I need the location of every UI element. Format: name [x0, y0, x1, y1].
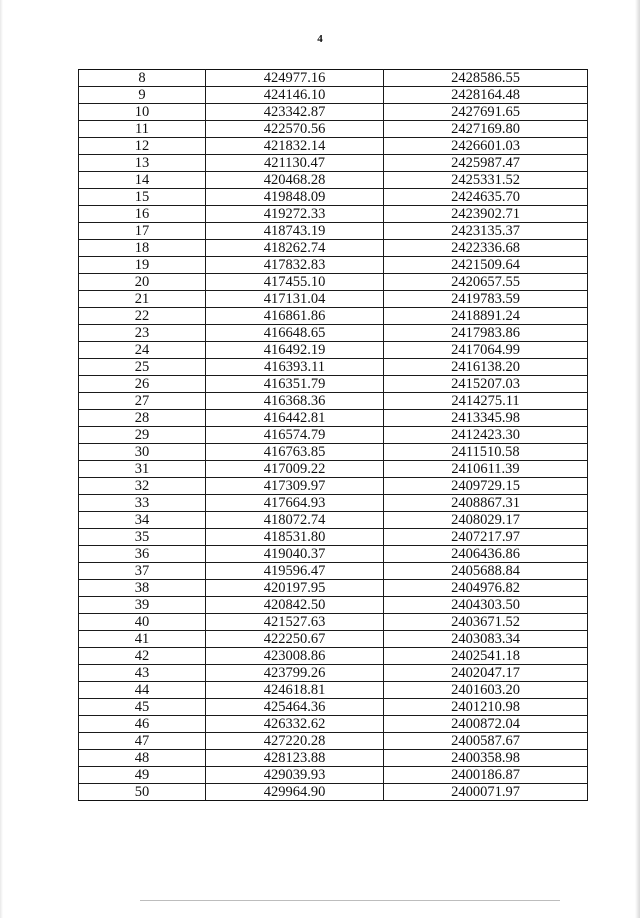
x-coordinate-cell: 418262.74: [206, 240, 384, 257]
point-number-cell: 46: [79, 716, 206, 733]
x-coordinate-cell: 416648.65: [206, 325, 384, 342]
y-coordinate-cell: 2401603.20: [384, 682, 588, 699]
table-row: [79, 478, 588, 495]
x-coordinate-cell: 419848.09: [206, 189, 384, 206]
table-row: [79, 546, 588, 563]
x-coordinate-cell: 424618.81: [206, 682, 384, 699]
table-row: [79, 648, 588, 665]
table-row: [79, 206, 588, 223]
y-coordinate-cell: 2408867.31: [384, 495, 588, 512]
y-coordinate-cell: 2428586.55: [384, 70, 588, 87]
y-coordinate-cell: 2401210.98: [384, 699, 588, 716]
point-number-cell: 11: [79, 121, 206, 138]
y-coordinate-cell: 2400186.87: [384, 767, 588, 784]
table-row: [79, 393, 588, 410]
coordinates-table: [78, 69, 588, 801]
scan-edge-right: [635, 0, 640, 918]
y-coordinate-cell: 2400872.04: [384, 716, 588, 733]
table-row: [79, 138, 588, 155]
y-coordinate-cell: 2428164.48: [384, 87, 588, 104]
table-row: [79, 716, 588, 733]
x-coordinate-cell: 417309.97: [206, 478, 384, 495]
x-coordinate-cell: 420468.28: [206, 172, 384, 189]
x-coordinate-cell: 416442.81: [206, 410, 384, 427]
table-row: [79, 291, 588, 308]
y-coordinate-cell: 2410611.39: [384, 461, 588, 478]
y-coordinate-cell: 2425987.47: [384, 155, 588, 172]
table-row: [79, 104, 588, 121]
table-row: [79, 121, 588, 138]
y-coordinate-cell: 2415207.03: [384, 376, 588, 393]
y-coordinate-cell: 2424635.70: [384, 189, 588, 206]
table-row: [79, 240, 588, 257]
point-number-cell: 16: [79, 206, 206, 223]
bottom-rule: [140, 900, 560, 901]
table-row: [79, 172, 588, 189]
table-row: [79, 155, 588, 172]
point-number-cell: 36: [79, 546, 206, 563]
page-number: 4: [317, 33, 323, 45]
point-number-cell: 43: [79, 665, 206, 682]
x-coordinate-cell: 416393.11: [206, 359, 384, 376]
y-coordinate-cell: 2421509.64: [384, 257, 588, 274]
y-coordinate-cell: 2422336.68: [384, 240, 588, 257]
point-number-cell: 10: [79, 104, 206, 121]
x-coordinate-cell: 418072.74: [206, 512, 384, 529]
table-row: [79, 274, 588, 291]
point-number-cell: 33: [79, 495, 206, 512]
point-number-cell: 9: [79, 87, 206, 104]
y-coordinate-cell: 2412423.30: [384, 427, 588, 444]
point-number-cell: 39: [79, 597, 206, 614]
x-coordinate-cell: 417832.83: [206, 257, 384, 274]
x-coordinate-cell: 425464.36: [206, 699, 384, 716]
x-coordinate-cell: 420842.50: [206, 597, 384, 614]
y-coordinate-cell: 2404303.50: [384, 597, 588, 614]
x-coordinate-cell: 426332.62: [206, 716, 384, 733]
y-coordinate-cell: 2400587.67: [384, 733, 588, 750]
y-coordinate-cell: 2406436.86: [384, 546, 588, 563]
x-coordinate-cell: 418743.19: [206, 223, 384, 240]
x-coordinate-cell: 419272.33: [206, 206, 384, 223]
table-row: [79, 70, 588, 87]
y-coordinate-cell: 2416138.20: [384, 359, 588, 376]
point-number-cell: 41: [79, 631, 206, 648]
x-coordinate-cell: 416492.19: [206, 342, 384, 359]
y-coordinate-cell: 2407217.97: [384, 529, 588, 546]
x-coordinate-cell: 422250.67: [206, 631, 384, 648]
x-coordinate-cell: 422570.56: [206, 121, 384, 138]
y-coordinate-cell: 2403671.52: [384, 614, 588, 631]
x-coordinate-cell: 427220.28: [206, 733, 384, 750]
point-number-cell: 28: [79, 410, 206, 427]
point-number-cell: 25: [79, 359, 206, 376]
table-row: [79, 461, 588, 478]
table-row: [79, 665, 588, 682]
x-coordinate-cell: 417664.93: [206, 495, 384, 512]
x-coordinate-cell: 420197.95: [206, 580, 384, 597]
point-number-cell: 8: [79, 70, 206, 87]
y-coordinate-cell: 2417064.99: [384, 342, 588, 359]
point-number-cell: 49: [79, 767, 206, 784]
x-coordinate-cell: 423342.87: [206, 104, 384, 121]
table-row: [79, 427, 588, 444]
x-coordinate-cell: 421527.63: [206, 614, 384, 631]
table-row: [79, 767, 588, 784]
table-row: [79, 376, 588, 393]
table-row: [79, 308, 588, 325]
y-coordinate-cell: 2402541.18: [384, 648, 588, 665]
x-coordinate-cell: 424146.10: [206, 87, 384, 104]
point-number-cell: 45: [79, 699, 206, 716]
point-number-cell: 35: [79, 529, 206, 546]
point-number-cell: 13: [79, 155, 206, 172]
x-coordinate-cell: 416368.36: [206, 393, 384, 410]
x-coordinate-cell: 418531.80: [206, 529, 384, 546]
x-coordinate-cell: 416351.79: [206, 376, 384, 393]
table-row: [79, 342, 588, 359]
y-coordinate-cell: 2408029.17: [384, 512, 588, 529]
point-number-cell: 27: [79, 393, 206, 410]
y-coordinate-cell: 2400358.98: [384, 750, 588, 767]
table-row: [79, 597, 588, 614]
y-coordinate-cell: 2423135.37: [384, 223, 588, 240]
table-row: [79, 784, 588, 801]
point-number-cell: 12: [79, 138, 206, 155]
point-number-cell: 30: [79, 444, 206, 461]
scan-edge-left: [0, 0, 3, 918]
x-coordinate-cell: 423008.86: [206, 648, 384, 665]
table-row: [79, 223, 588, 240]
table-row: [79, 189, 588, 206]
point-number-cell: 14: [79, 172, 206, 189]
table-row: [79, 410, 588, 427]
x-coordinate-cell: 416763.85: [206, 444, 384, 461]
point-number-cell: 24: [79, 342, 206, 359]
point-number-cell: 15: [79, 189, 206, 206]
point-number-cell: 50: [79, 784, 206, 801]
point-number-cell: 23: [79, 325, 206, 342]
table-row: [79, 563, 588, 580]
point-number-cell: 32: [79, 478, 206, 495]
point-number-cell: 22: [79, 308, 206, 325]
point-number-cell: 17: [79, 223, 206, 240]
x-coordinate-cell: 416861.86: [206, 308, 384, 325]
point-number-cell: 26: [79, 376, 206, 393]
y-coordinate-cell: 2418891.24: [384, 308, 588, 325]
x-coordinate-cell: 429964.90: [206, 784, 384, 801]
y-coordinate-cell: 2411510.58: [384, 444, 588, 461]
x-coordinate-cell: 428123.88: [206, 750, 384, 767]
point-number-cell: 38: [79, 580, 206, 597]
table-row: [79, 87, 588, 104]
x-coordinate-cell: 421130.47: [206, 155, 384, 172]
point-number-cell: 34: [79, 512, 206, 529]
table-row: [79, 359, 588, 376]
table-row: [79, 529, 588, 546]
point-number-cell: 19: [79, 257, 206, 274]
y-coordinate-cell: 2423902.71: [384, 206, 588, 223]
y-coordinate-cell: 2425331.52: [384, 172, 588, 189]
table-row: [79, 733, 588, 750]
table-row: [79, 750, 588, 767]
y-coordinate-cell: 2427169.80: [384, 121, 588, 138]
y-coordinate-cell: 2402047.17: [384, 665, 588, 682]
x-coordinate-cell: 429039.93: [206, 767, 384, 784]
table-row: [79, 325, 588, 342]
y-coordinate-cell: 2409729.15: [384, 478, 588, 495]
y-coordinate-cell: 2420657.55: [384, 274, 588, 291]
table-row: [79, 512, 588, 529]
point-number-cell: 48: [79, 750, 206, 767]
x-coordinate-cell: 419596.47: [206, 563, 384, 580]
table-row: [79, 580, 588, 597]
table-row: [79, 699, 588, 716]
point-number-cell: 42: [79, 648, 206, 665]
x-coordinate-cell: 417009.22: [206, 461, 384, 478]
point-number-cell: 18: [79, 240, 206, 257]
y-coordinate-cell: 2426601.03: [384, 138, 588, 155]
y-coordinate-cell: 2417983.86: [384, 325, 588, 342]
table-row: [79, 614, 588, 631]
coordinates-table-body: [79, 70, 588, 801]
point-number-cell: 21: [79, 291, 206, 308]
table-row: [79, 631, 588, 648]
x-coordinate-cell: 416574.79: [206, 427, 384, 444]
y-coordinate-cell: 2400071.97: [384, 784, 588, 801]
x-coordinate-cell: 419040.37: [206, 546, 384, 563]
x-coordinate-cell: 417455.10: [206, 274, 384, 291]
point-number-cell: 20: [79, 274, 206, 291]
y-coordinate-cell: 2404976.82: [384, 580, 588, 597]
table-row: [79, 257, 588, 274]
point-number-cell: 47: [79, 733, 206, 750]
point-number-cell: 40: [79, 614, 206, 631]
y-coordinate-cell: 2405688.84: [384, 563, 588, 580]
y-coordinate-cell: 2403083.34: [384, 631, 588, 648]
y-coordinate-cell: 2413345.98: [384, 410, 588, 427]
table-row: [79, 444, 588, 461]
x-coordinate-cell: 424977.16: [206, 70, 384, 87]
x-coordinate-cell: 421832.14: [206, 138, 384, 155]
y-coordinate-cell: 2414275.11: [384, 393, 588, 410]
x-coordinate-cell: 417131.04: [206, 291, 384, 308]
y-coordinate-cell: 2427691.65: [384, 104, 588, 121]
point-number-cell: 29: [79, 427, 206, 444]
point-number-cell: 31: [79, 461, 206, 478]
y-coordinate-cell: 2419783.59: [384, 291, 588, 308]
point-number-cell: 44: [79, 682, 206, 699]
table-row: [79, 495, 588, 512]
table-row: [79, 682, 588, 699]
x-coordinate-cell: 423799.26: [206, 665, 384, 682]
point-number-cell: 37: [79, 563, 206, 580]
